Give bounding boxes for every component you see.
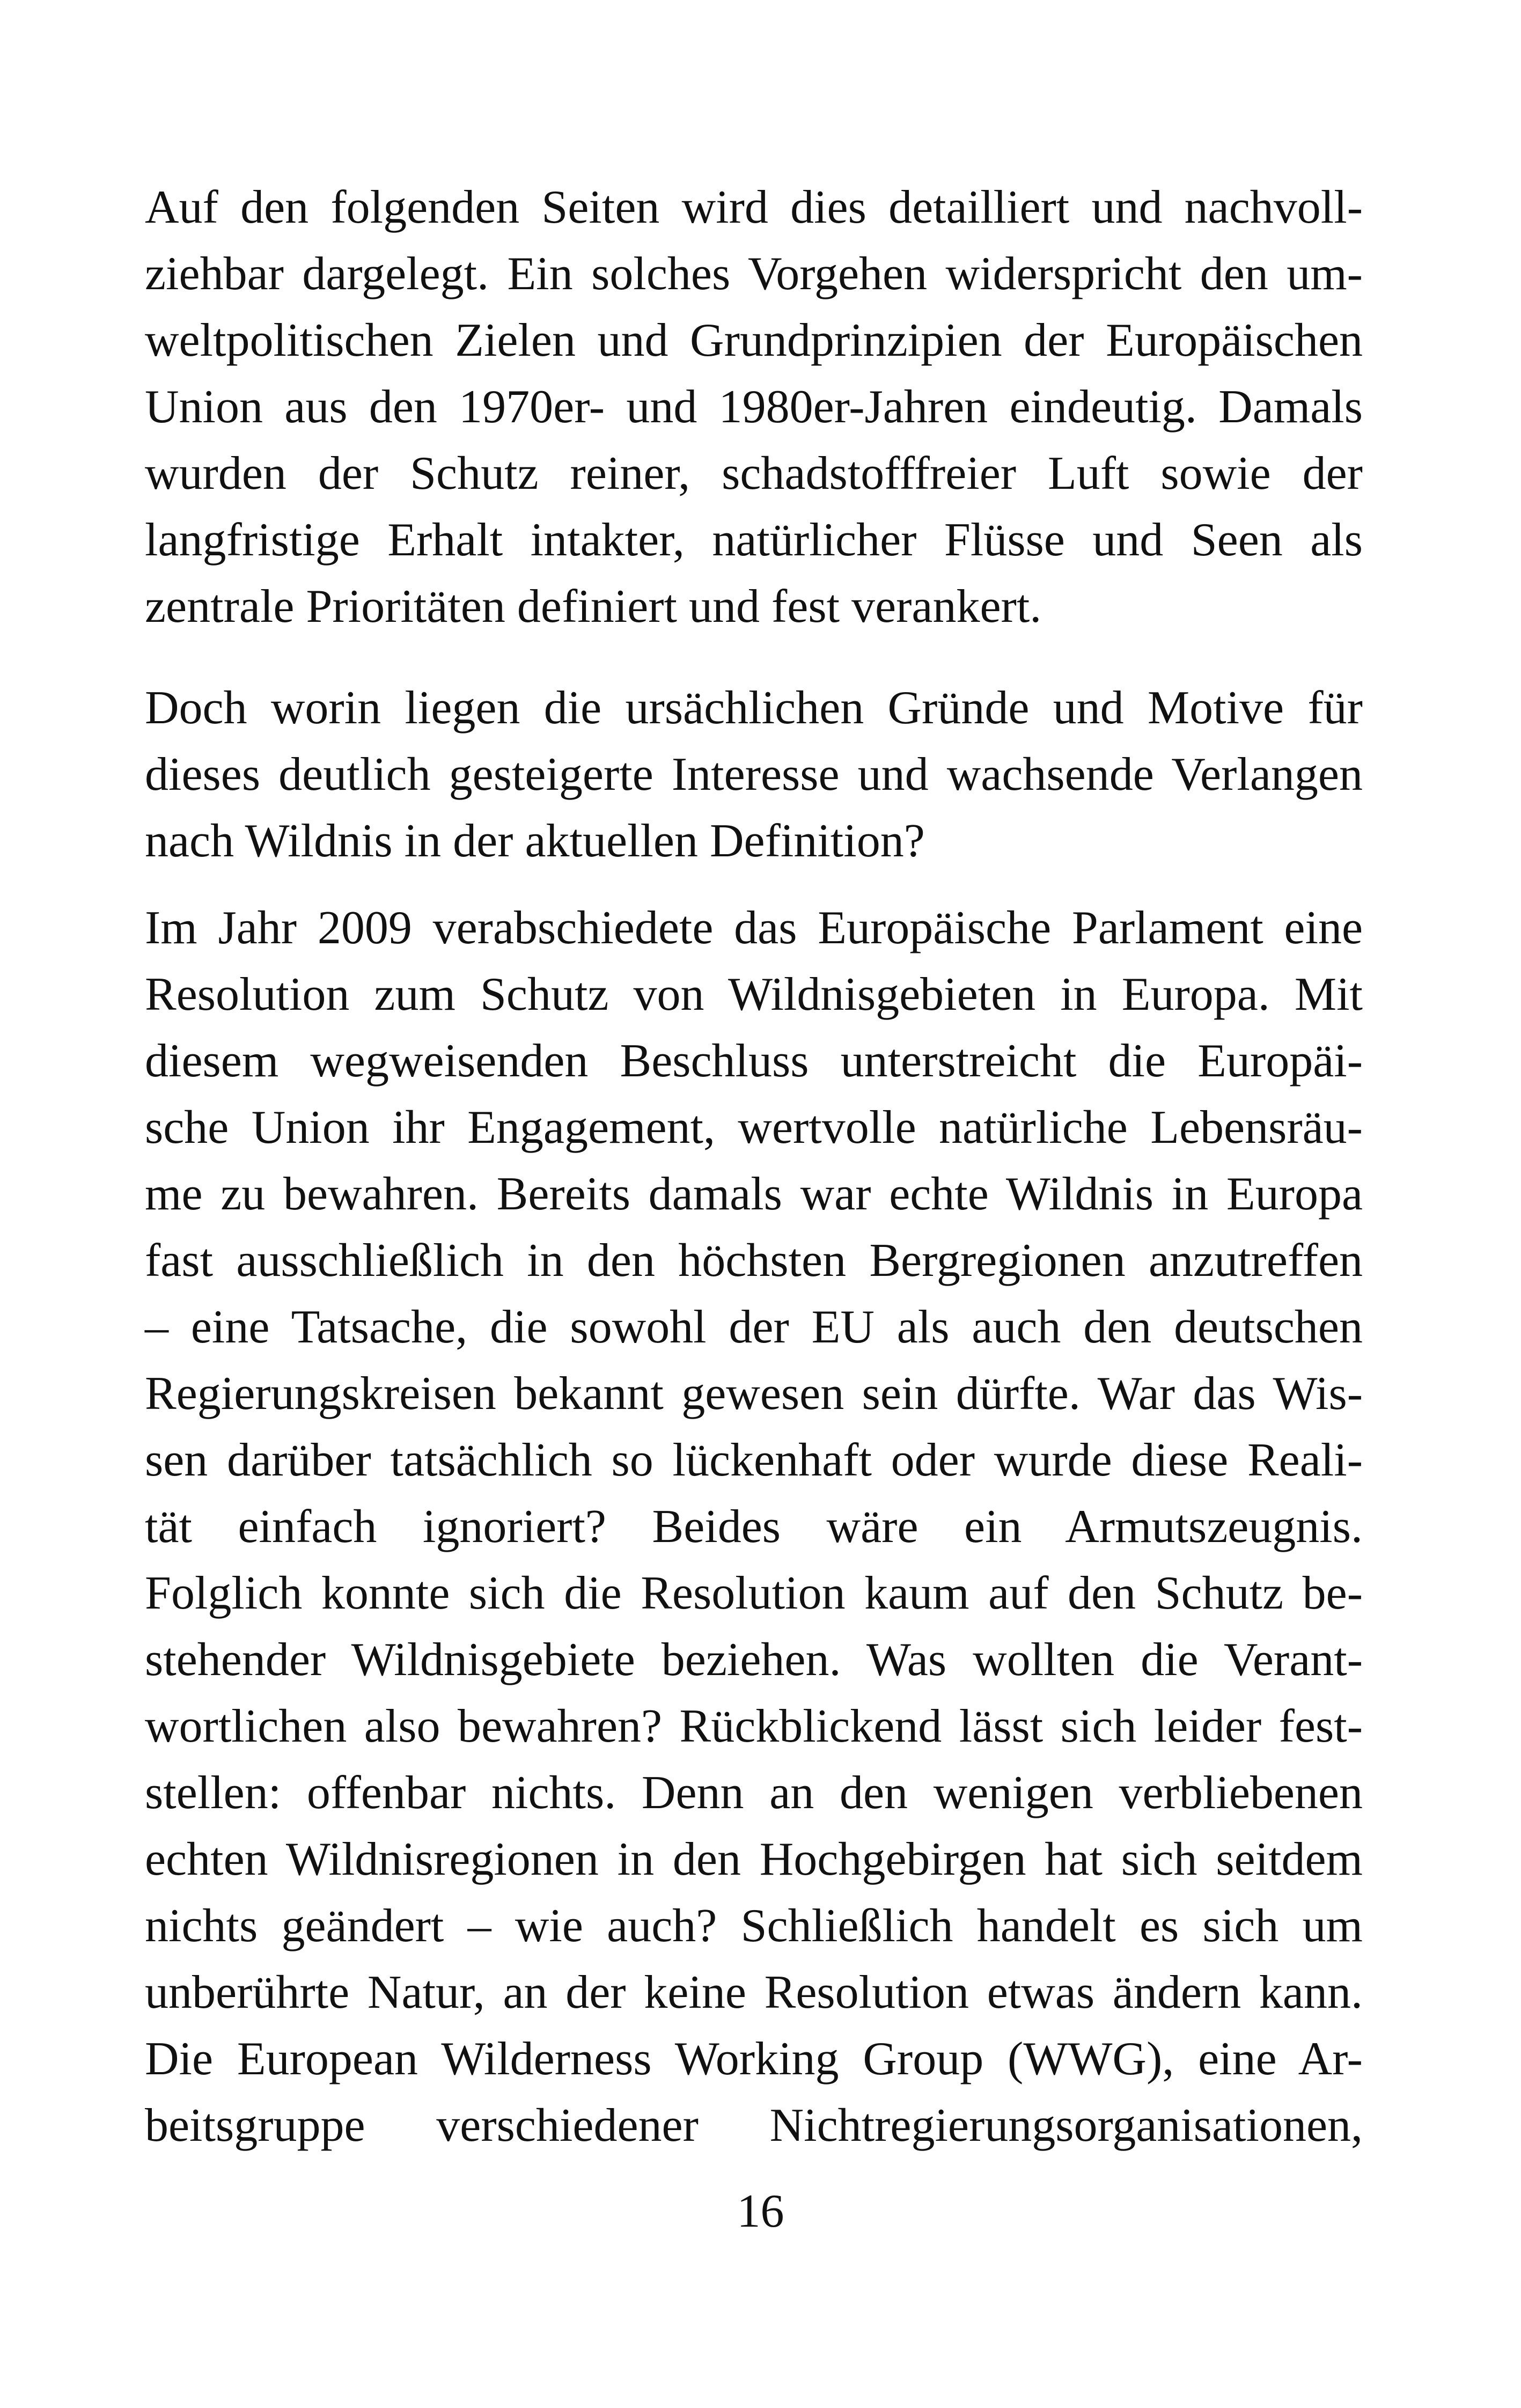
text-line: tät einfach ignoriert? Beides wäre ein Armutszeugnis.: [145, 1501, 1363, 1553]
paragraph-1: [145, 174, 1363, 640]
paragraph-2: [145, 675, 1363, 875]
text-line: – eine Tatsache, die sowohl der EU als auch den deutschen: [145, 1301, 1363, 1353]
text-line: ziehbar dargelegt. Ein solches Vorgehen widerspricht den um-: [145, 248, 1363, 300]
text-line: fast ausschließlich in den höchsten Bergregionen anzutreffen: [145, 1235, 1363, 1287]
text-line: stellen: offenbar nichts. Denn an den wenigen verbliebenen: [145, 1767, 1363, 1819]
text-line: sen darüber tatsächlich so lückenhaft oder wurde diese Reali-: [145, 1434, 1363, 1486]
text-line: Folglich konnte sich die Resolution kaum auf den Schutz be-: [145, 1567, 1363, 1619]
text-line: nichts geändert – wie auch? Schließlich handelt es sich um: [145, 1900, 1363, 1952]
text-line: dieses deutlich gesteigerte Interesse und wachsende Verlangen: [145, 748, 1363, 801]
text-line: stehender Wildnisgebiete beziehen. Was wollten die Verant-: [145, 1634, 1363, 1686]
text-line: Die European Wilderness Working Group (WWG), eine Ar-: [145, 2033, 1363, 2085]
text-line: me zu bewahren. Bereits damals war echte Wildnis in Europa: [145, 1168, 1363, 1220]
text-line: zentrale Prioritäten definiert und fest verankert.: [145, 581, 1042, 633]
text-line: diesem wegweisenden Beschluss unterstreicht die Europäi-: [145, 1035, 1363, 1087]
text-line: wurden der Schutz reiner, schadstofffreier Luft sowie der: [145, 447, 1363, 500]
text-line: Im Jahr 2009 verabschiedete das Europäische Parlament eine: [145, 902, 1363, 954]
paragraph-3: [145, 895, 1363, 2159]
text-line: nach Wildnis in der aktuellen Definition?: [145, 815, 925, 867]
text-line: weltpolitischen Zielen und Grundprinzipien der Europäischen: [145, 314, 1363, 366]
text-line: unberührte Natur, an der keine Resolution etwas ändern kann.: [145, 1966, 1363, 2018]
text-line: Resolution zum Schutz von Wildnisgebieten in Europa. Mit: [145, 968, 1363, 1021]
text-line: langfristige Erhalt intakter, natürlicher Flüsse und Seen als: [145, 514, 1363, 566]
text-line: beitsgruppe verschiedener Nichtregierungsorganisationen,: [145, 2099, 1363, 2152]
page-number: 16: [737, 2185, 784, 2237]
text-line: sche Union ihr Engagement, wertvolle natürliche Lebensräu-: [145, 1102, 1363, 1154]
text-line: Doch worin liegen die ursächlichen Gründe und Motive für: [145, 682, 1363, 734]
text-line: echten Wildnisregionen in den Hochgebirgen hat sich seitdem: [145, 1833, 1363, 1885]
text-line: Auf den folgenden Seiten wird dies detailliert und nachvoll-: [145, 181, 1363, 233]
text-line: Union aus den 1970er- und 1980er-Jahren eindeutig. Damals: [145, 381, 1363, 433]
text-line: Regierungskreisen bekannt gewesen sein dürfte. War das Wis-: [145, 1368, 1363, 1420]
text-line: wortlichen also bewahren? Rückblickend lässt sich leider fest-: [145, 1700, 1363, 1752]
